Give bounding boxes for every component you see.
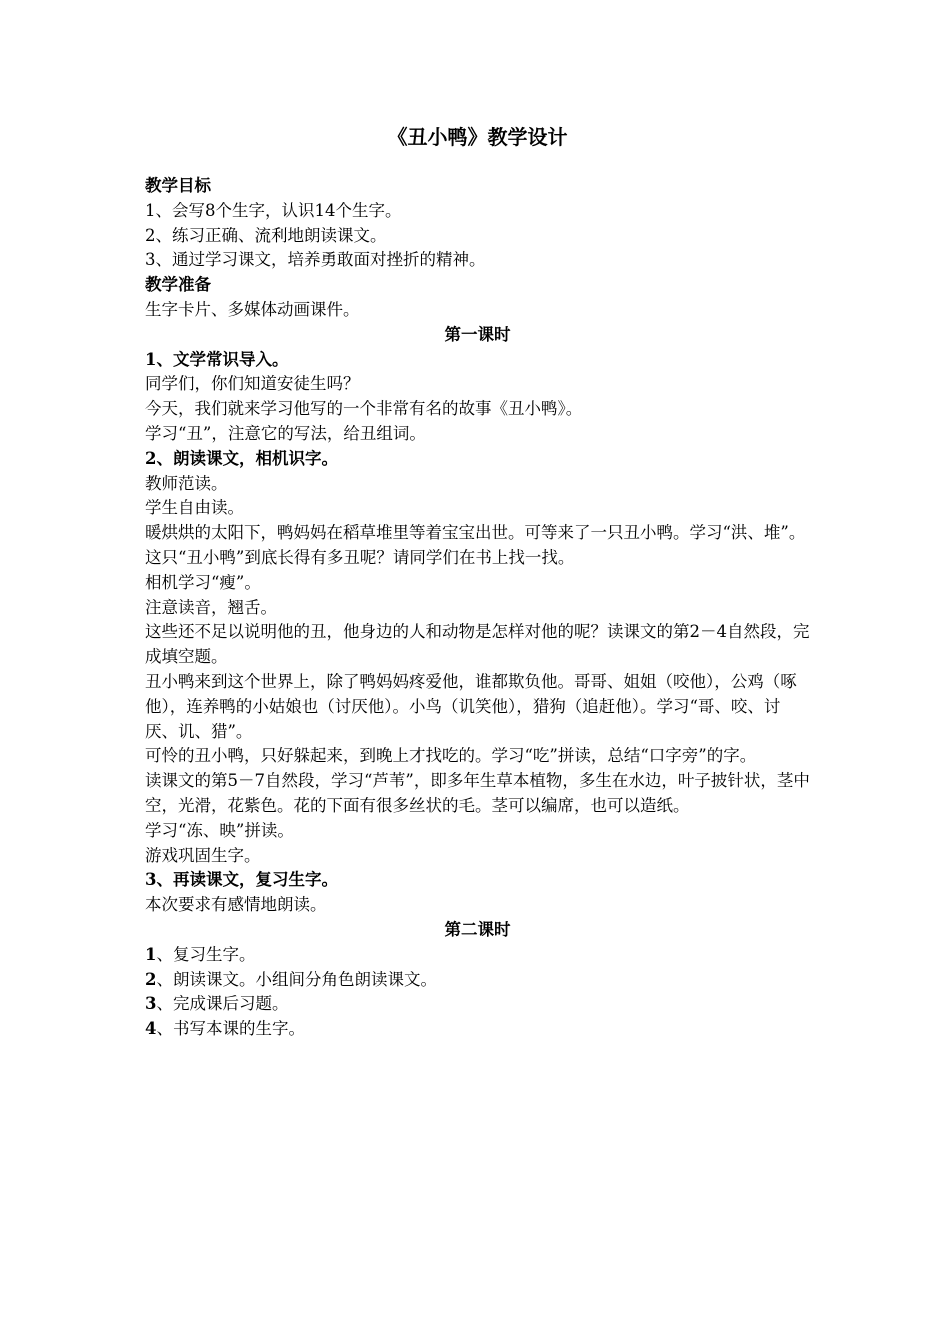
lesson2-item [145,992,810,1017]
goals-heading: 教学目标 [145,176,211,195]
section2-heading: 2、朗读课文，相机识字。 [145,448,338,468]
item-text: 、复习生字。 [156,944,256,964]
paragraph: 本次要求有感情地朗读。 [145,895,327,915]
item-text: 、书写本课的生字。 [156,1019,305,1039]
goal-item: 3、通过学习课文，培养勇敢面对挫折的精神。 [145,250,486,270]
prep-heading: 教学准备 [145,275,211,295]
section1-heading: 1、文学常识导入。 [145,349,289,369]
lesson2-item [145,1017,810,1042]
item-number: 2 [145,969,157,989]
item-text: 、朗读课文。小组间分角色朗读课文。 [156,969,437,989]
paragraph: 今天，我们就来学习他写的一个非常有名的故事《丑小鸭》。 [145,399,583,419]
paragraph: 同学们，你们知道安徒生吗？ [145,374,360,394]
item-number: 4 [145,1019,157,1039]
paragraph: 教师范读。 [145,473,228,493]
item-number: 3 [145,994,157,1014]
section3-heading: 3、再读课文，复习生字。 [145,870,338,890]
paragraph: 相机学习“瘦”。 [145,572,261,592]
goal-item: 2、练习正确、流利地朗读课文。 [145,225,387,245]
paragraph: 学生自由读。 [145,498,244,518]
paragraph: 注意读音，翘舌。 [145,597,277,617]
document-title: 《丑小鸭》教学设计 [387,125,568,149]
lesson2-item [145,943,810,968]
paragraph: 游戏巩固生字。 [145,845,261,865]
lesson2-item [145,968,810,993]
paragraph: 暖烘烘的太阳下，鸭妈妈在稻草堆里等着宝宝出世。可等来了一只丑小鸭。学习“洪、堆”。 [145,523,806,543]
paragraph: 丑小鸭来到这个世界上，除了鸭妈妈疼爱他，谁都欺负他。哥哥、姐姐（咬他），公鸡（啄他），连养鸭的小姑娘也（讨厌他）。小鸟（讥笑他），猎狗（追赶他）。学习“哥、咬、讨厌、讥、猎”。 [145,671,797,741]
document-body [145,122,810,1042]
prep-text: 生字卡片、多媒体动画课件。 [145,299,360,319]
item-text: 、完成课后习题。 [156,994,289,1014]
paragraph: 学习“冻、映”拼读。 [145,820,294,840]
item-number: 1 [145,944,157,964]
paragraph: 可怜的丑小鸭，只好躲起来，到晚上才找吃的。学习“吃”拼读，总结“口字旁”的字。 [145,746,757,766]
lesson2-heading: 第二课时 [444,919,511,939]
paragraph: 读课文的第5－7自然段，学习“芦苇”，即多年生草本植物，多生在水边，叶子披针状，茎中空，光滑，花紫色。花的下面有很多丝状的毛。茎可以编席，也可以造纸。 [145,771,810,815]
paragraph: 这些还不足以说明他的丑，他身边的人和动物是怎样对他的呢？读课文的第2－4自然段，完成填空题。 [145,622,810,667]
paragraph: 学习“丑”，注意它的写法，给丑组词。 [145,423,426,443]
paragraph: 这只“丑小鸭”到底长得有多丑呢？请同学们在书上找一找。 [145,547,575,567]
lesson1-heading: 第一课时 [444,324,511,344]
goal-item: 1、会写8个生字，认识14个生字。 [145,200,402,220]
